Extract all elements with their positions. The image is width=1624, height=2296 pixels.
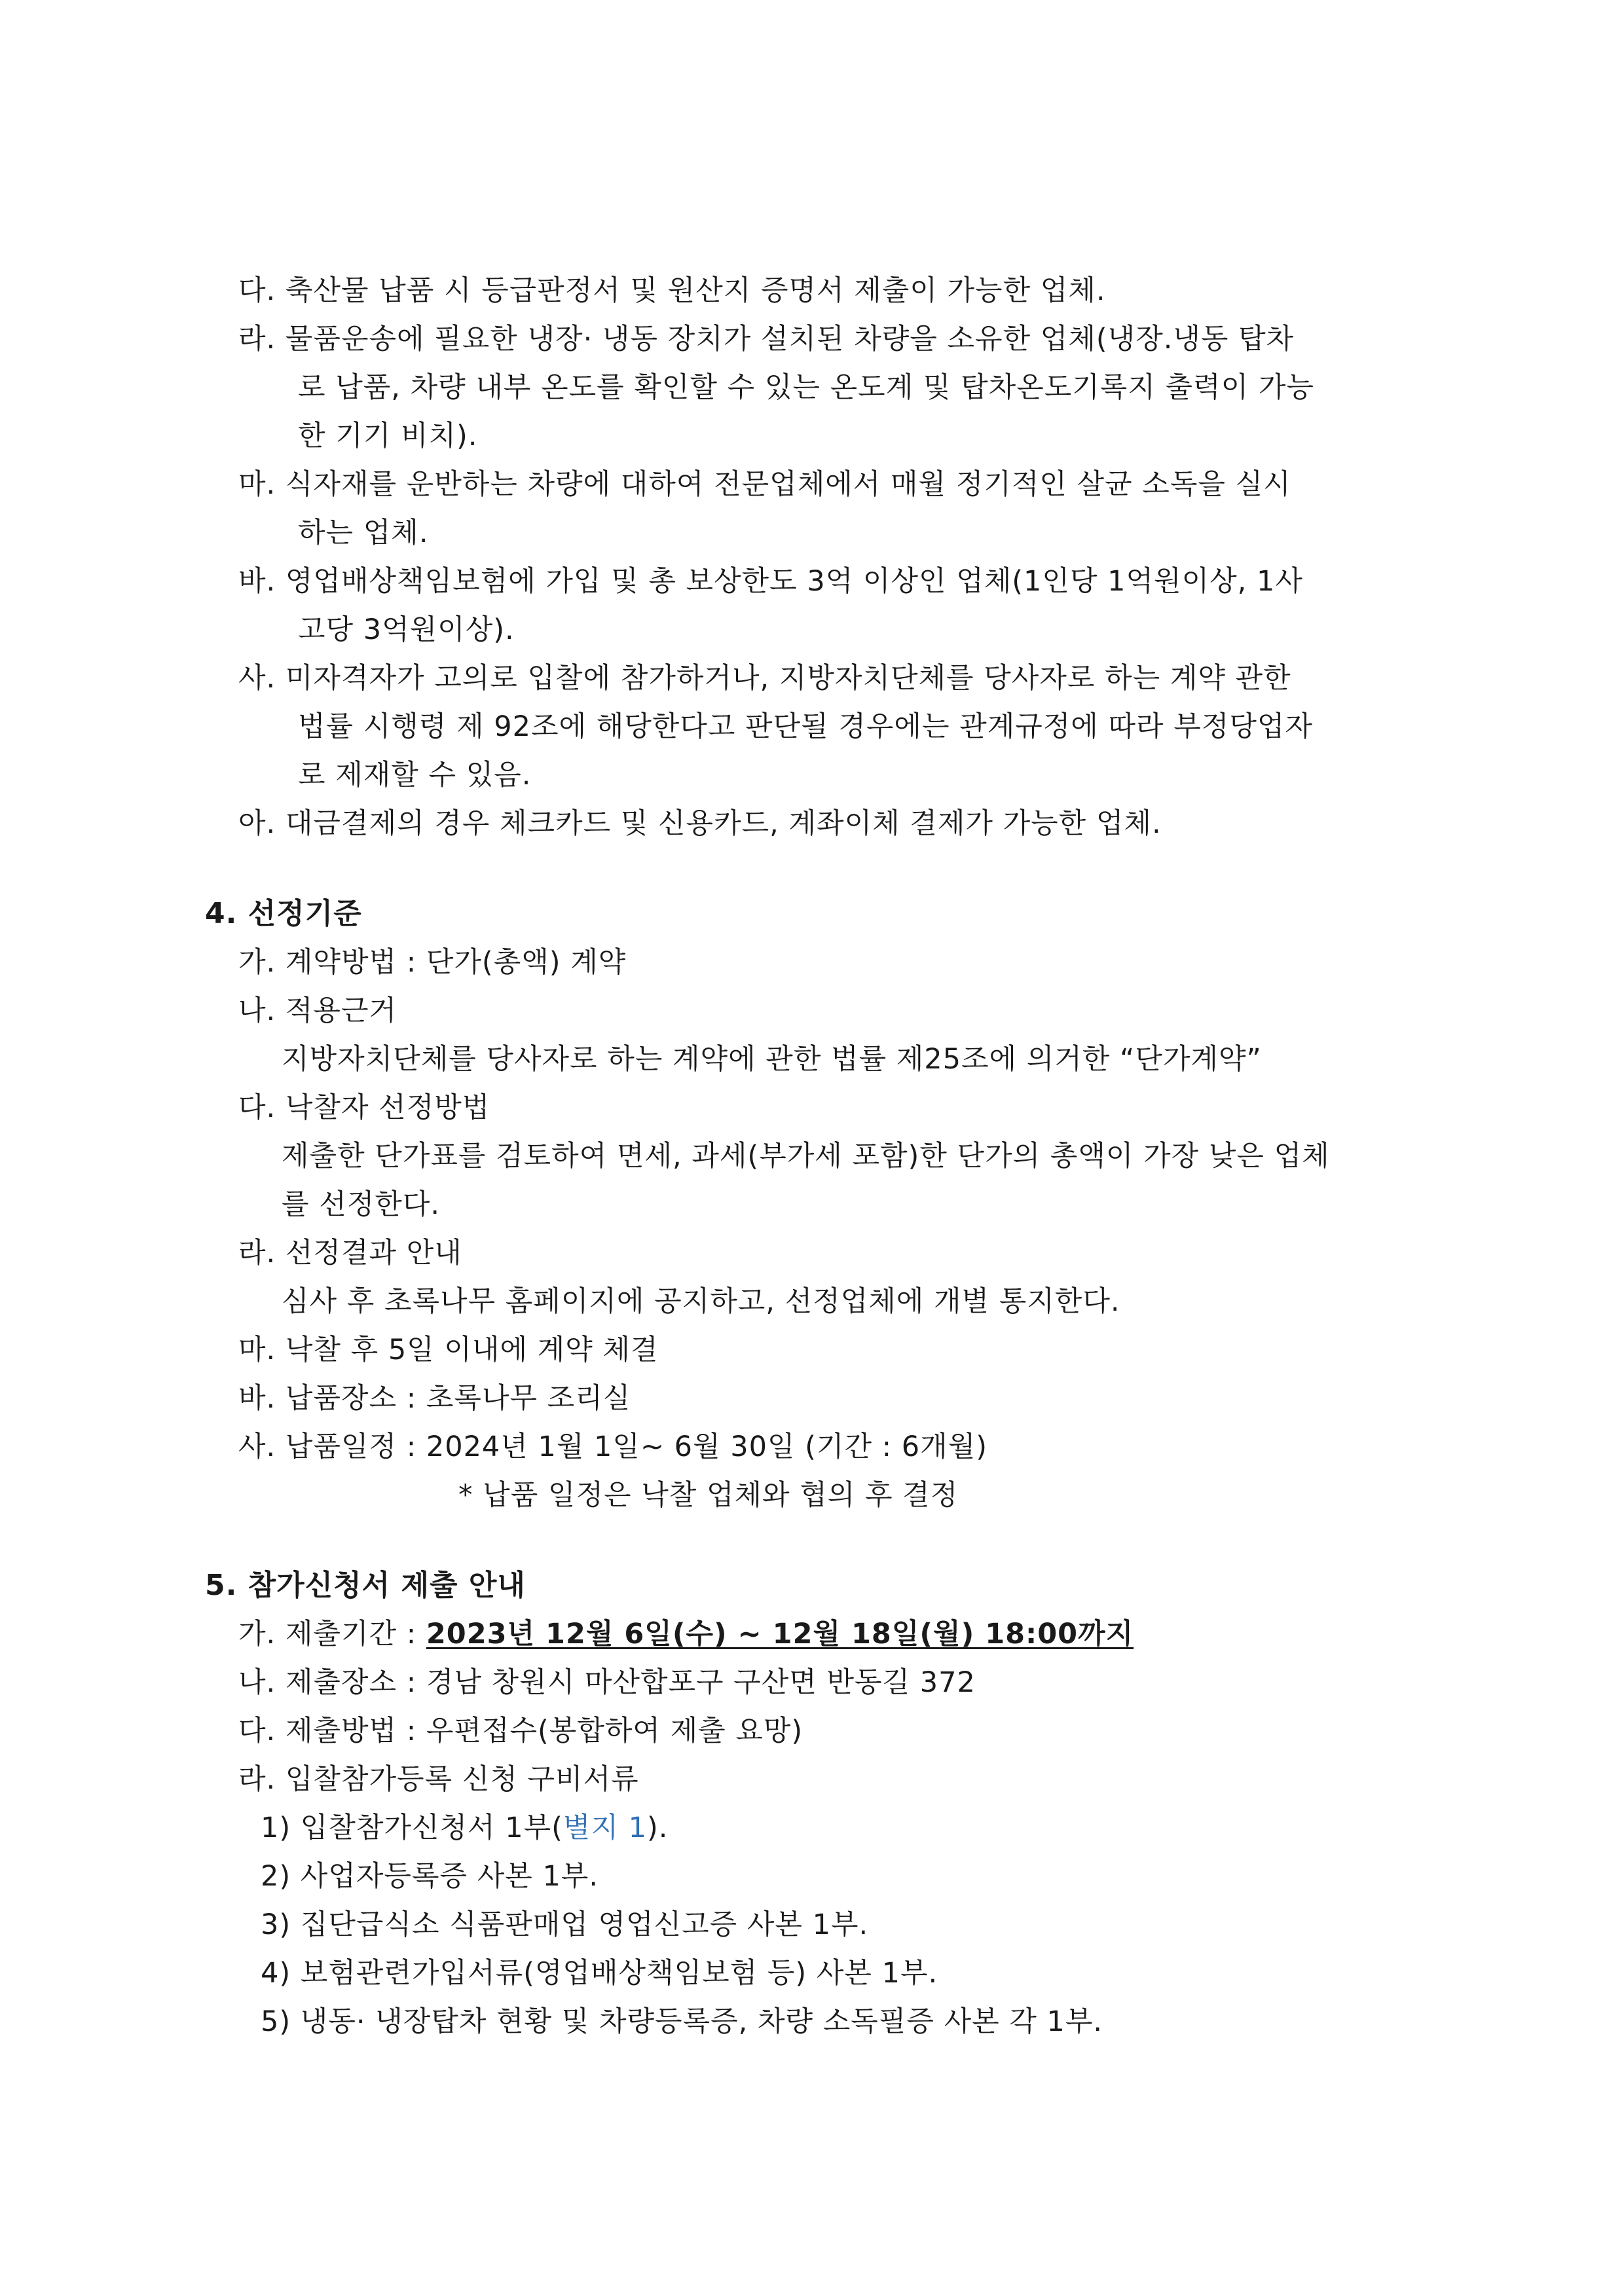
item-4-da-detail: 제출한 단가표를 검토하여 면세, 과세(부가세 포함)한 단가의 총액이 가장 낮은 업체 [282, 1140, 1330, 1173]
item-5-ga [238, 1617, 1134, 1651]
item-4-ga: 가. 계약방법 : 단가(총액) 계약 [238, 946, 627, 979]
item-4-sa-note: * 납품 일정은 낙찰 업체와 협의 후 결정 [458, 1479, 959, 1512]
item-4-sa: 사. 납품일정 : 2024년 1월 1일~ 6월 30일 (기간 : 6개월) [238, 1430, 988, 1463]
item-3-ma-cont: 하는 업체. [298, 517, 429, 549]
item-4-ma: 마. 낙찰 후 5일 이내에 계약 체결 [238, 1334, 659, 1366]
doc-item-5: 5) 냉동· 냉장탑차 현황 및 차량등록증, 차량 소독필증 사본 각 1부. [261, 2005, 1103, 2038]
item-4-na: 나. 적용근거 [238, 994, 397, 1027]
item-3-ra: 라. 물품운송에 필요한 냉장· 냉동 장치가 설치된 차량을 소유한 업체(냉장.냉동 탑차 [238, 323, 1295, 355]
item-3-ma: 마. 식자재를 운반하는 차량에 대하여 전문업체에서 매월 정기적인 살균 소독을 실시 [238, 468, 1291, 501]
doc-item-1-prefix: 1) 입찰참가신청서 1부( [261, 1812, 563, 1844]
item-4-ra: 라. 선정결과 안내 [238, 1237, 462, 1269]
item-3-sa-cont-1: 법률 시행령 제 92조에 해당한다고 판단될 경우에는 관계규정에 따라 부정당업자 [298, 710, 1313, 743]
item-5-na: 나. 제출장소 : 경남 창원시 마산합포구 구산면 반동길 372 [238, 1666, 976, 1699]
item-3-ba: 바. 영업배상책임보험에 가입 및 총 보상한도 3억 이상인 업체(1인당 1억원이상, 1사 [238, 565, 1303, 598]
doc-item-3: 3) 집단급식소 식품판매업 영업신고증 사본 1부. [261, 1908, 869, 1941]
item-4-na-detail: 지방자치단체를 당사자로 하는 계약에 관한 법률 제25조에 의거한 “단가계약” [282, 1043, 1262, 1076]
period-value: 2023년 12월 6일(수) ~ 12월 18일(월) 18:00까지 [426, 1618, 1134, 1650]
item-3-a: 아. 대금결제의 경우 체크카드 및 신용카드, 계좌이체 결제가 가능한 업체. [238, 807, 1162, 840]
item-3-sa-cont-2: 로 제재할 수 있음. [298, 759, 532, 792]
doc-item-4: 4) 보험관련가입서류(영업배상책임보험 등) 사본 1부. [261, 1957, 938, 1990]
item-3-ra-cont-2: 한 기기 비치). [298, 420, 478, 452]
item-4-ba: 바. 납품장소 : 초록나무 조리실 [238, 1382, 631, 1415]
doc-item-1-link[interactable]: 별지 1 [563, 1812, 648, 1844]
item-4-da-detail-cont: 를 선정한다. [282, 1188, 441, 1221]
doc-item-1-suffix: ). [647, 1812, 669, 1844]
item-5-da: 다. 제출방법 : 우편접수(봉합하여 제출 요망) [238, 1715, 803, 1747]
item-3-sa: 사. 미자격자가 고의로 입찰에 참가하거나, 지방자치단체를 당사자로 하는 계약 관한 [238, 662, 1291, 695]
doc-item-2: 2) 사업자등록증 사본 1부. [261, 1860, 599, 1893]
item-4-ra-detail: 심사 후 초록나무 홈페이지에 공지하고, 선정업체에 개별 통지한다. [282, 1285, 1120, 1318]
item-3-ra-cont-1: 로 납품, 차량 내부 온도를 확인할 수 있는 온도계 및 탑차온도기록지 출력이 가능 [298, 371, 1314, 404]
item-5-ra: 라. 입찰참가등록 신청 구비서류 [238, 1763, 639, 1796]
period-label: 가. 제출기간 : [238, 1618, 426, 1650]
item-3-ba-cont: 고당 3억원이상). [298, 613, 515, 646]
doc-item-1 [261, 1811, 668, 1845]
item-4-da: 다. 낙찰자 선정방법 [238, 1091, 490, 1124]
section-5-heading: 5. 참가신청서 제출 안내 [205, 1569, 526, 1602]
section-4-heading: 4. 선정기준 [205, 897, 362, 930]
item-3-da: 다. 축산물 납품 시 등급판정서 및 원산지 증명서 제출이 가능한 업체. [238, 274, 1106, 307]
